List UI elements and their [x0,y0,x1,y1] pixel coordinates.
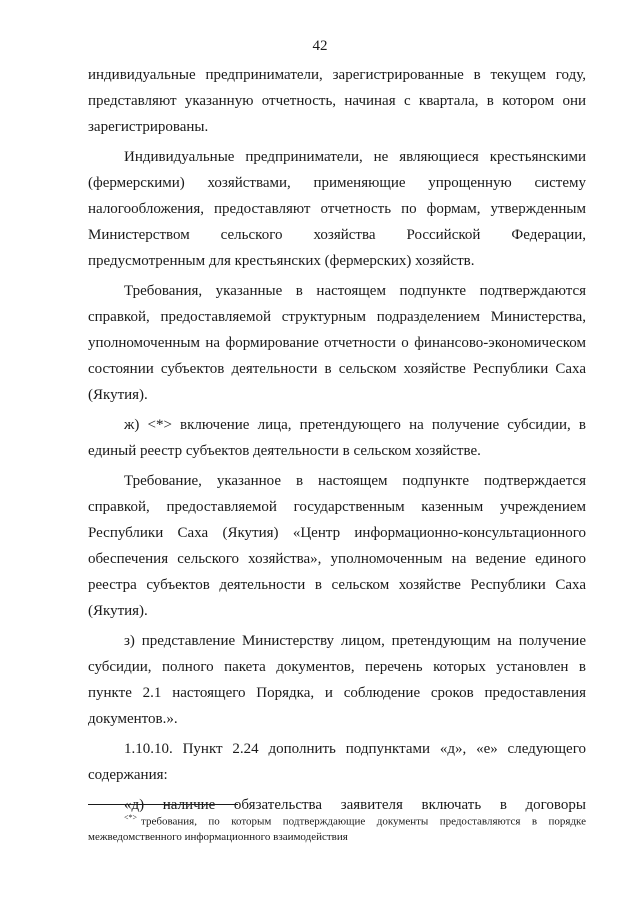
paragraph-1: индивидуальные предприниматели, зарегистрированные в текущем году, представляют указанную отчетность, начиная с квартала, в котором они зарегистрированы. [88,67,586,135]
footnote-marker: <*> [124,813,138,822]
paragraph-8: «д) наличие обязательства заявителя включать в договоры [124,797,586,813]
paragraph-6: з) представление Министерству лицом, претендующим на получение субсидии, полного пакета документов, перечень которых установлен в пункте 2.1 настоящего Порядка, и соблюдение сроков предоставления документов.». [88,633,586,727]
paragraph-4: ж) <*> включение лица, претендующего на получение субсидии, в единый реестр субъектов деятельности в сельском хозяйстве. [88,417,586,459]
paragraph-2: Индивидуальные предприниматели, не являющиеся крестьянскими (фермерскими) хозяйствами, применяющие упрощенную систему налогообложения, предоставляют отчетность по формам, утвержденным Министерством сельского хозяйства Российской Федерации, предусмотренным для крестьянских (фермерских) хозяйств. [88,149,586,269]
paragraph-3: Требования, указанные в настоящем подпункте подтверждаются справкой, предоставляемой структурным подразделением Министерства, уполномоченным на формирование отчетности о финансово-экономическом состоянии субъектов деятельности в сельском хозяйстве Республики Саха (Якутия). [88,283,586,403]
document-body [88,62,586,822]
footnote-divider [88,804,238,805]
footnote-text: требования, по которым подтверждающие документы предоставляются в порядке межведомственного информационного взаимодействия [88,815,586,843]
page-number: 42 [312,38,328,54]
paragraph-5: Требование, указанное в настоящем подпункте подтверждается справкой, предоставляемой государственным казенным учреждением Республики Саха (Якутия) «Центр информационно-консультационного обеспечения сельского хозяйства», уполномоченным на ведение единого реестра субъектов деятельности в сельском хозяйстве Республики Саха (Якутия). [88,473,586,619]
paragraph-7: 1.10.10. Пункт 2.24 дополнить подпунктами «д», «е» следующего содержания: [88,741,586,783]
footnote [88,810,586,845]
